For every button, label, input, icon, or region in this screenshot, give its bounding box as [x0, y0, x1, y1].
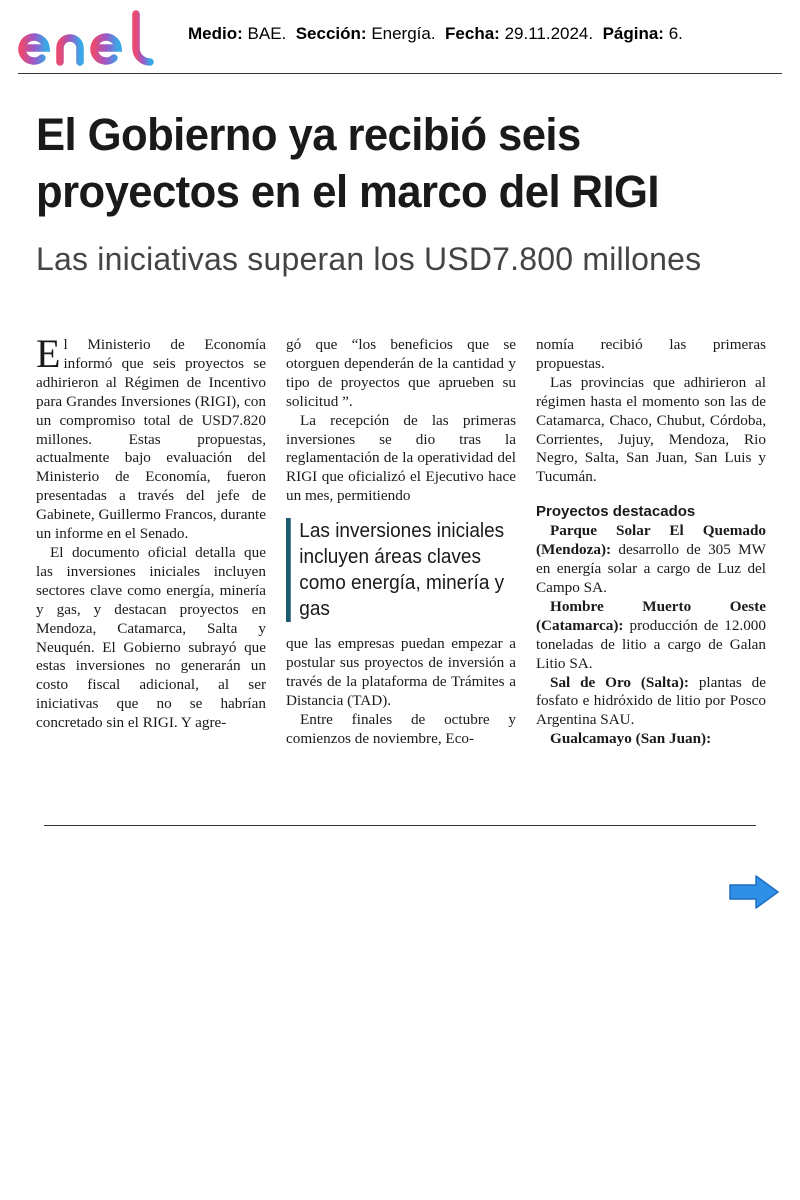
section-title-proyectos: Proyectos destacados [536, 503, 696, 521]
col2-paragraph-3: que las empresas puedan empezar a postular sus proyectos de inversión a través de la plataforma de Trámites a Distancia (TAD). [286, 635, 516, 709]
project-desc: producción de 12.000 toneladas de litio a cargo de Galan Litio SA. [536, 616, 766, 672]
project-name: Hombre Muerto Oeste (Catamarca): [536, 597, 766, 634]
col3-paragraph-1: nomía recibió las primeras propuestas. [536, 336, 766, 372]
col1-paragraph-1-text: l Ministerio de Economía informó que seis proyectos se adhirieron al Régimen de Incentivo para Grandes Inversiones (RIGI), con un compromiso total de USD7.820 millones. Estas propuestas, actualmente bajo evaluación del Ministerio de Economía, fueron presentadas a través del jefe de Gabinete, Guillermo Francos, durante un informe en el Senado. [36, 336, 266, 543]
enel-logo [18, 8, 170, 68]
project-desc: plantas de fosfato e hidróxido de litio por Posco Argentina SAU. [536, 673, 767, 729]
col1-paragraph-2: El documento oficial detalla que las inversiones iniciales incluyen sectores clave como energía, minería y gas, y destacan proyectos en Mendoza, Catamarca, Salta y Neuquén. El Gobierno subrayó que estas inversiones no generarán un costo fiscal adicional, al ser iniciativas que no se habrían concretado sin el RIGI. Y agre- [36, 543, 266, 732]
article-bottom-divider [44, 825, 756, 826]
medio-value: BAE. [247, 24, 287, 43]
article-column-1 [36, 331, 266, 733]
project-name: Sal de Oro (Salta): [550, 673, 689, 691]
project-item [536, 674, 766, 731]
medio-label: Medio: [188, 24, 243, 43]
seccion-label: Sección: [295, 24, 367, 43]
article-headline: El Gobierno ya recibió seis proyectos en el marco del RIGI [36, 109, 659, 217]
project-name: Gualcamayo (San Juan): [550, 730, 712, 748]
col2-paragraph-2: La recepción de las primeras inversiones se dio tras la reglamentación de la operatividad del RIGI que oficializó el Ejecutivo hace un mes, permitiendo [286, 411, 516, 505]
col1-paragraph-1 [36, 331, 266, 544]
col2-paragraph-4: Entre finales de octubre y comienzos de noviembre, Eco- [286, 710, 516, 747]
article-column-2 [286, 336, 516, 749]
project-name: Parque Solar El Quemado (Mendoza): [536, 522, 766, 559]
seccion-value: Energía. [371, 24, 436, 43]
source-metadata [188, 24, 683, 44]
pull-quote: Las inversiones iniciales incluyen áreas claves como energía, minería y gas [286, 518, 505, 622]
arrow-right-icon[interactable] [728, 874, 780, 910]
article-subhead: Las iniciativas superan los USD7.800 millones [36, 241, 702, 277]
col3-paragraph-2: Las provincias que adhirieron al régimen hasta el momento son las de Catamarca, Chaco, Chubut, Córdoba, Corrientes, Jujuy, Mendoza, Rio Negro, Salta, San Juan, San Luis y Tucumán. [536, 373, 766, 486]
project-item [536, 522, 766, 598]
fecha-value: 29.11.2024. [504, 24, 594, 43]
project-item [536, 598, 766, 674]
project-desc: desarrollo de 305 MW en energía solar a cargo de Luz del Campo SA. [536, 541, 766, 596]
fecha-label: Fecha: [445, 24, 500, 43]
article-column-3 [536, 336, 766, 749]
pagina-label: Página: [602, 24, 664, 43]
header-divider [18, 73, 782, 74]
pagina-value: 6. [668, 24, 683, 43]
drop-cap: E [36, 331, 61, 376]
project-item [536, 730, 766, 749]
col2-paragraph-1: gó que “los beneficios que se otorguen dependerán de la cantidad y tipo de proyectos que aprueben su solicitud ”. [286, 336, 516, 410]
